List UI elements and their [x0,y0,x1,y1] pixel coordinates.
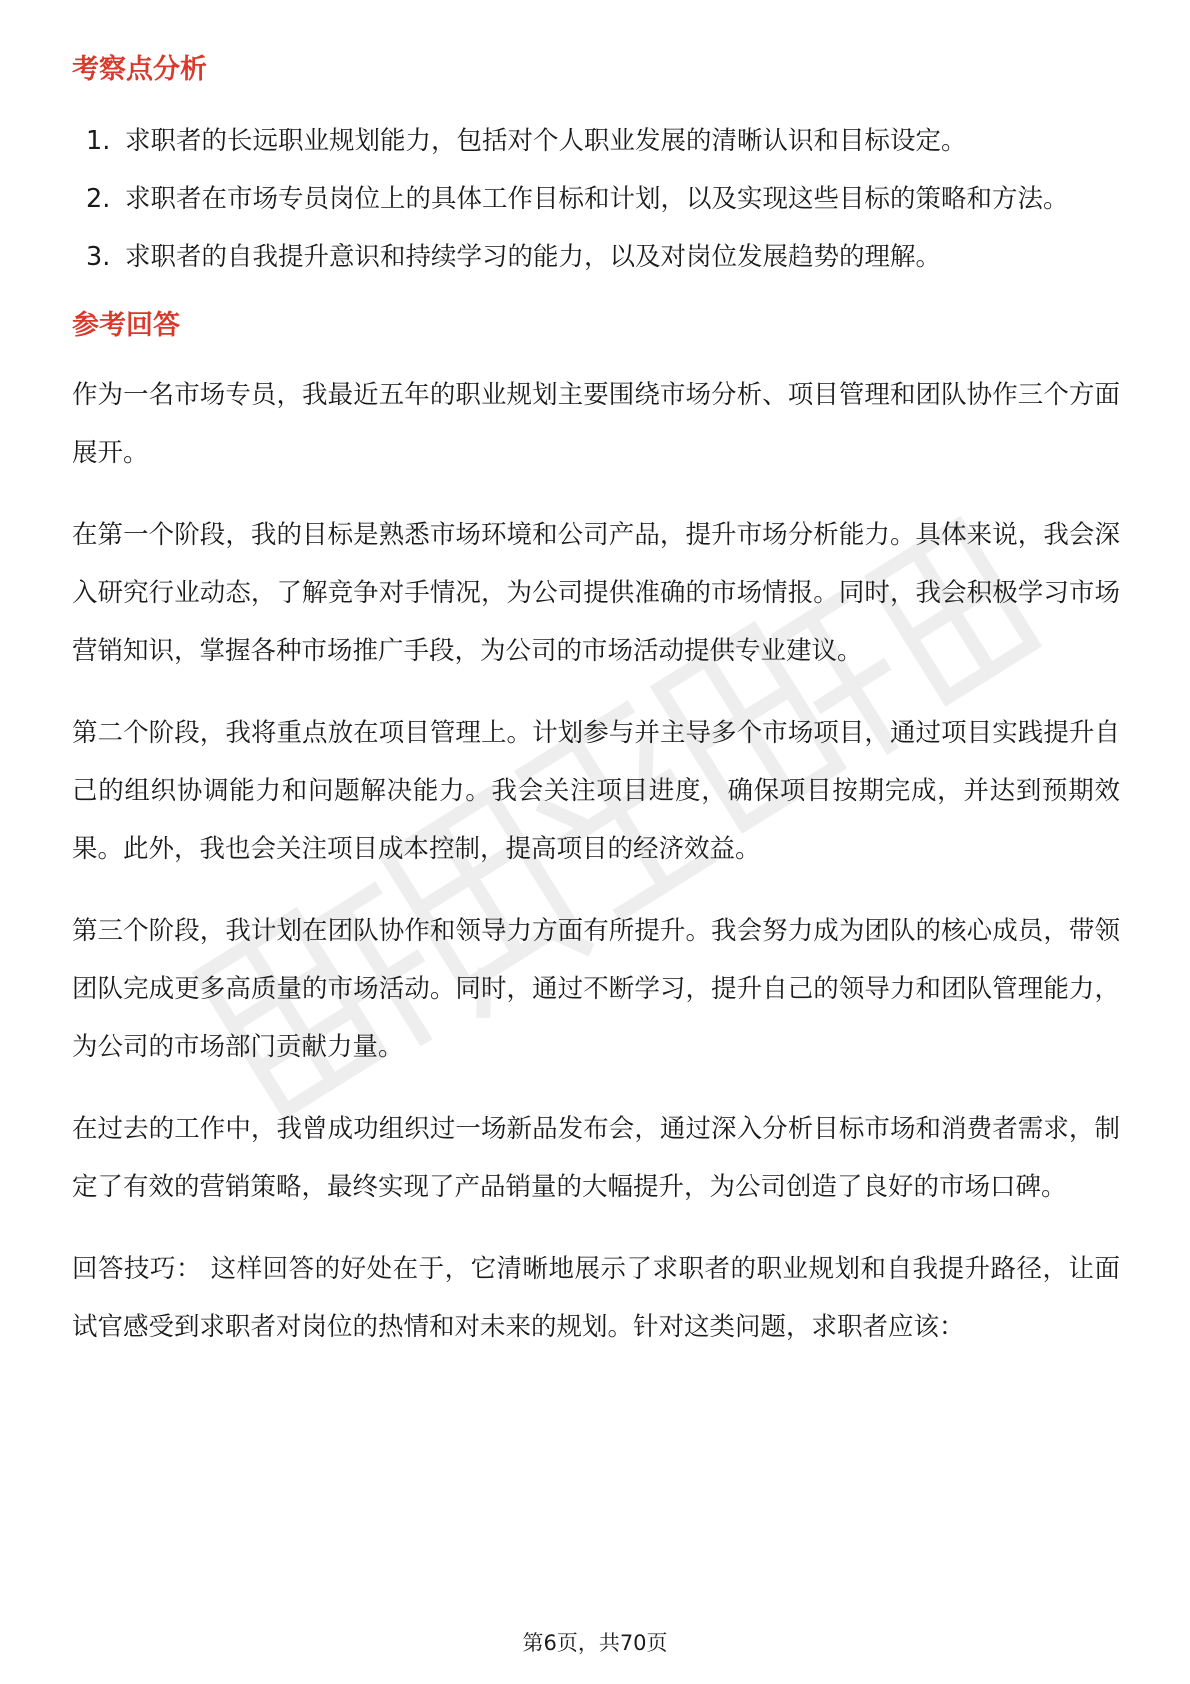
answer-paragraph: 第三个阶段，我计划在团队协作和领导力方面有所提升。我会努力成为团队的核心成员，带领团队完成更多高质量的市场活动。同时，通过不断学习，提升自己的领导力和团队管理能力，为公司的市场部门贡献力量。 [72,916,1120,1062]
answer-paragraph: 作为一名市场专员，我最近五年的职业规划主要围绕市场分析、项目管理和团队协作三个方面展开。 [72,380,1120,468]
analysis-list [72,112,1120,286]
analysis-heading: 考察点分析 [72,54,207,85]
list-number: 1. [86,126,111,156]
list-item-text: 求职者的自我提升意识和持续学习的能力，以及对岗位发展趋势的理解。 [125,242,942,272]
answer-heading: 参考回答 [72,310,180,341]
list-item [72,112,1120,170]
document-page [72,48,1120,1356]
answer-paragraph: 第二个阶段，我将重点放在项目管理上。计划参与并主导多个市场项目，通过项目实践提升自己的组织协调能力和问题解决能力。我会关注项目进度，确保项目按期完成，并达到预期效果。此外，我也会关注项目成本控制，提高项目的经济效益。 [72,718,1120,864]
list-number: 2. [86,184,111,214]
answer-paragraph: 在过去的工作中，我曾成功组织过一场新品发布会，通过深入分析目标市场和消费者需求，制定了有效的营销策略，最终实现了产品销量的大幅提升，为公司创造了良好的市场口碑。 [72,1114,1120,1202]
page-number-footer: 第6页，共70页 [522,1631,668,1655]
list-number: 3. [86,242,111,272]
list-item-text: 求职者在市场专员岗位上的具体工作目标和计划，以及实现这些目标的策略和方法。 [125,184,1069,214]
list-item [72,228,1120,286]
answer-paragraph: 在第一个阶段，我的目标是熟悉市场环境和公司产品，提升市场分析能力。具体来说，我会深入研究行业动态，了解竞争对手情况，为公司提供准确的市场情报。同时，我会积极学习市场营销知识，掌握各种市场推广手段，为公司的市场活动提供专业建议。 [72,520,1120,666]
list-item-text: 求职者的长远职业规划能力，包括对个人职业发展的清晰认识和目标设定。 [125,126,967,156]
list-item [72,170,1120,228]
answer-tips-paragraph: 回答技巧： 这样回答的好处在于，它清晰地展示了求职者的职业规划和自我提升路径，让面试官感受到求职者对岗位的热情和对未来的规划。针对这类问题，求职者应该： [72,1254,1120,1342]
